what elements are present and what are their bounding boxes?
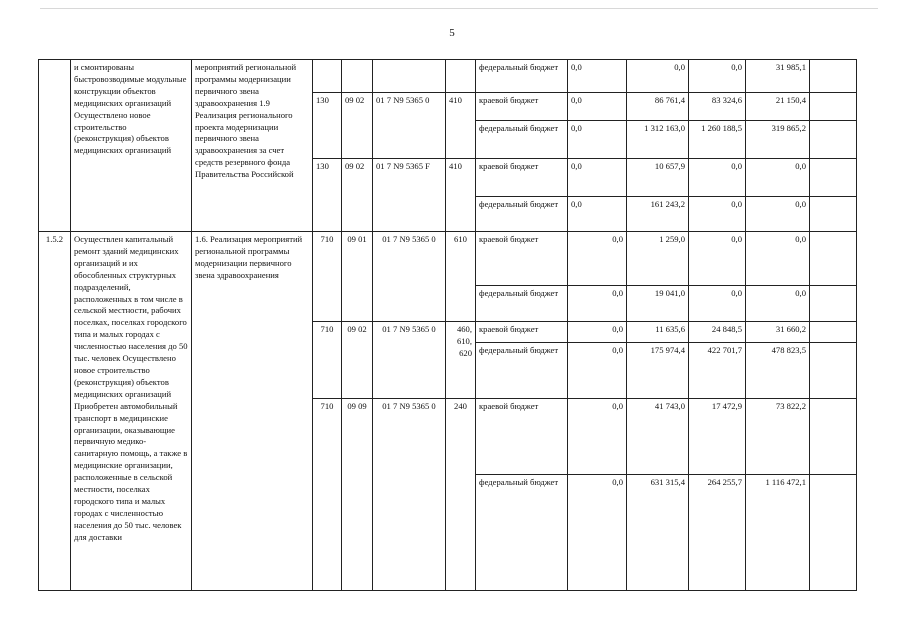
value-cell: 478 823,5 <box>746 343 810 399</box>
value-cell: 0,0 <box>746 197 810 232</box>
source-cell: краевой бюджет <box>476 232 568 286</box>
source-cell: федеральный бюджет <box>476 475 568 591</box>
event-description: и смонтированы быстровозводимые модульные конструкции объектов медицинских организаций Осуществлено новое строительство (реконструкция) объектов медицинских организаций <box>71 60 192 232</box>
empty-cell <box>810 159 857 197</box>
row-number <box>39 60 71 232</box>
value-cell: 10 657,9 <box>627 159 689 197</box>
page-number: 5 <box>449 27 455 39</box>
empty-cell <box>810 286 857 322</box>
row-number: 1.5.2 <box>39 232 71 591</box>
source-cell: краевой бюджет <box>476 159 568 197</box>
csr-cell: 01 7 N9 5365 0 <box>373 399 446 591</box>
value-cell: 0,0 <box>568 399 627 475</box>
empty-cell <box>810 93 857 121</box>
table-row <box>39 60 857 93</box>
scan-edge-line <box>40 8 878 9</box>
source-cell: краевой бюджет <box>476 93 568 121</box>
grbs-cell <box>313 60 342 93</box>
source-cell: федеральный бюджет <box>476 121 568 159</box>
rz-cell: 09 02 <box>342 322 373 399</box>
value-cell: 0,0 <box>568 197 627 232</box>
csr-cell <box>373 60 446 93</box>
value-cell: 0,0 <box>568 159 627 197</box>
grbs-cell: 710 <box>313 232 342 322</box>
vr-cell: 460, 610, 620 <box>446 322 476 399</box>
value-cell: 0,0 <box>689 60 746 93</box>
rz-cell: 09 02 <box>342 159 373 232</box>
empty-cell <box>810 232 857 286</box>
empty-cell <box>810 60 857 93</box>
value-cell: 41 743,0 <box>627 399 689 475</box>
program-description: мероприятий региональной программы модернизации первичного звена здравоохранения 1.9 Реализация регионального проекта модернизации первичного звена здравоохранения за счет средств резервного фонда Правительства Российской <box>192 60 313 232</box>
value-cell: 0,0 <box>568 322 627 343</box>
value-cell: 83 324,6 <box>689 93 746 121</box>
value-cell: 422 701,7 <box>689 343 746 399</box>
vr-cell: 610 <box>446 232 476 322</box>
value-cell: 0,0 <box>746 286 810 322</box>
value-cell: 175 974,4 <box>627 343 689 399</box>
csr-cell: 01 7 N9 5365 0 <box>373 232 446 322</box>
value-cell: 86 761,4 <box>627 93 689 121</box>
table-row <box>39 232 857 286</box>
value-cell: 0,0 <box>568 232 627 286</box>
value-cell: 0,0 <box>568 60 627 93</box>
value-cell: 0,0 <box>568 93 627 121</box>
value-cell: 24 848,5 <box>689 322 746 343</box>
value-cell: 264 255,7 <box>689 475 746 591</box>
value-cell: 0,0 <box>568 286 627 322</box>
value-cell: 0,0 <box>746 232 810 286</box>
value-cell: 0,0 <box>689 197 746 232</box>
value-cell: 17 472,9 <box>689 399 746 475</box>
value-cell: 0,0 <box>568 475 627 591</box>
vr-cell: 410 <box>446 159 476 232</box>
value-cell: 1 312 163,0 <box>627 121 689 159</box>
grbs-cell: 130 <box>313 159 342 232</box>
grbs-cell: 710 <box>313 322 342 399</box>
event-description: Осуществлен капитальный ремонт зданий медицинских организаций и их обособленных структурных подразделений, расположенных в том числе в сельской местности, рабочих поселках, поселках городского типа и малых городах с численностью населения до 50 тыс. человек Осуществлено новое строительство (реконструкция) объектов медицинских организаций Приобретен автомобильный транспорт в медицинские организации, оказывающие первичную медико-санитарную помощь, а также в медицинские организации, расположенные в сельской местности, поселках городского типа и малых городах с численностью населения до 50 тыс. человек для доставки <box>71 232 192 591</box>
rz-cell: 09 09 <box>342 399 373 591</box>
value-cell: 0,0 <box>689 286 746 322</box>
csr-cell: 01 7 N9 5365 0 <box>373 93 446 159</box>
value-cell: 31 985,1 <box>746 60 810 93</box>
value-cell: 0,0 <box>689 232 746 286</box>
rz-cell: 09 02 <box>342 93 373 159</box>
budget-table <box>38 59 857 591</box>
empty-cell <box>810 197 857 232</box>
grbs-cell: 710 <box>313 399 342 591</box>
value-cell: 1 260 188,5 <box>689 121 746 159</box>
source-cell: федеральный бюджет <box>476 60 568 93</box>
grbs-cell: 130 <box>313 93 342 159</box>
empty-cell <box>810 121 857 159</box>
program-description: 1.6. Реализация мероприятий региональной программы модернизации первичного звена здравоохранения <box>192 232 313 591</box>
value-cell: 319 865,2 <box>746 121 810 159</box>
value-cell: 19 041,0 <box>627 286 689 322</box>
source-cell: федеральный бюджет <box>476 286 568 322</box>
value-cell: 631 315,4 <box>627 475 689 591</box>
value-cell: 0,0 <box>568 121 627 159</box>
value-cell: 161 243,2 <box>627 197 689 232</box>
source-cell: краевой бюджет <box>476 322 568 343</box>
source-cell: краевой бюджет <box>476 399 568 475</box>
value-cell: 73 822,2 <box>746 399 810 475</box>
empty-cell <box>810 399 857 475</box>
vr-cell: 240 <box>446 399 476 591</box>
vr-cell: 410 <box>446 93 476 159</box>
empty-cell <box>810 475 857 591</box>
source-cell: федеральный бюджет <box>476 343 568 399</box>
value-cell: 0,0 <box>689 159 746 197</box>
value-cell: 1 259,0 <box>627 232 689 286</box>
empty-cell <box>810 322 857 343</box>
value-cell: 31 660,2 <box>746 322 810 343</box>
empty-cell <box>810 343 857 399</box>
csr-cell: 01 7 N9 5365 F <box>373 159 446 232</box>
value-cell: 1 116 472,1 <box>746 475 810 591</box>
csr-cell: 01 7 N9 5365 0 <box>373 322 446 399</box>
value-cell: 0,0 <box>746 159 810 197</box>
value-cell: 0,0 <box>627 60 689 93</box>
vr-cell <box>446 60 476 93</box>
value-cell: 11 635,6 <box>627 322 689 343</box>
rz-cell <box>342 60 373 93</box>
rz-cell: 09 01 <box>342 232 373 322</box>
value-cell: 0,0 <box>568 343 627 399</box>
value-cell: 21 150,4 <box>746 93 810 121</box>
source-cell: федеральный бюджет <box>476 197 568 232</box>
